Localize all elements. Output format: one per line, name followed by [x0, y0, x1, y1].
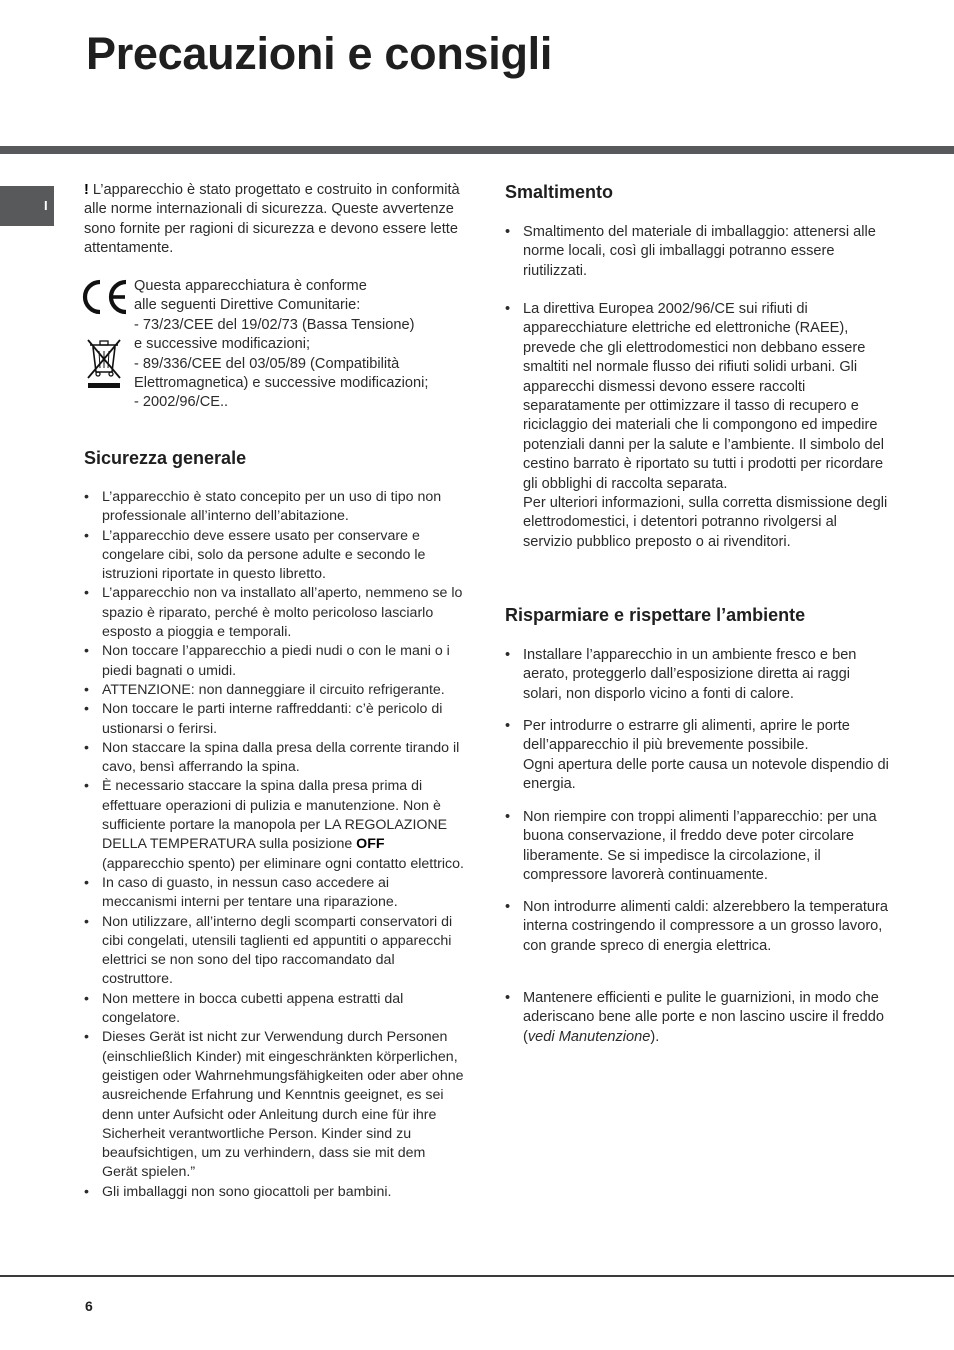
risparmiare-list-1	[505, 646, 890, 704]
directive-line: Elettromagnetica) e successive modificazioni;	[134, 375, 429, 392]
list-item	[505, 717, 890, 795]
list-item: • Non utilizzare, all’interno degli scomparti conservatori di cibi congelati, utensili taglienti ed appuntiti o apparecchi elettrici se non sono del tipo raccomandato dal costruttore.	[84, 913, 464, 990]
gaskets-text: Mantenere efficienti e pulite le guarnizioni, in modo che aderiscano bene alle porte e non lascino uscire il freddo (	[523, 990, 885, 1045]
intro-warning	[84, 181, 464, 259]
list-item: • Installare l’apparecchio in un ambiente fresco e ben aerato, proteggerlo dall’esposizione diretta ai raggi solari, non disporlo vicino a fonti di calore.	[505, 646, 890, 704]
section-heading-sicurezza: Sicurezza generale	[84, 448, 247, 468]
risparmiare-list-4	[505, 898, 890, 956]
footer-rule	[0, 1275, 954, 1277]
list-item: • Dieses Gerät ist nicht zur Verwendung durch Personen (einschließlich Kinder) mit eingeschränkten körperlichen, geistigen oder Wahrnehmungsfähigkeiten oder aber ohne ausreichende Erfahrung und Kenntnis geeignet, es sei denn unter Aufsicht oder Anleitung durch eine für ihre Sicherheit verantwortliche Person. Kinder sind zu beaufsichtigen, um zu verhindern, dass sie mit dem Gerät spielen.”	[84, 1028, 464, 1182]
language-tab: I	[0, 186, 54, 226]
smaltimento-list	[505, 223, 890, 281]
directive-line: alle seguenti Direttive Comunitarie:	[134, 297, 361, 314]
list-item: • Gli imballaggi non sono giocattoli per bambini.	[84, 1183, 464, 1202]
directives-text	[134, 277, 474, 413]
list-item: • Non toccare le parti interne raffreddanti: c’è pericolo di ustionarsi o ferirsi.	[84, 700, 464, 739]
list-item: • Non toccare l’apparecchio a piedi nudi o con le mani o i piedi bagnati o umidi.	[84, 642, 464, 681]
list-item: • Non riempire con troppi alimenti l’apparecchio: per una buona conservazione, il freddo deve poter circolare liberamente. Se si impedisce la circolazione, il compressore lavorerà continuamente.	[505, 808, 890, 886]
header-rule	[0, 146, 954, 154]
off-label: OFF	[356, 836, 385, 853]
list-item: • Smaltimento del materiale di imballaggio: attenersi alle norme locali, così gli imballaggi potranno essere riutilizzati.	[505, 223, 890, 281]
section-heading-risparmiare: Risparmiare e rispettare l’ambiente	[505, 605, 806, 625]
sicurezza-list	[84, 488, 464, 1202]
maintenance-reference: vedi Manutenzione	[527, 1028, 651, 1045]
directive-line: e successive modificazioni;	[134, 336, 311, 353]
list-item	[505, 300, 890, 552]
list-item	[505, 989, 890, 1047]
raee-info-paragraph: Per ulteriori informazioni, sulla corretta dismissione degli elettrodomestici, i detentori potranno rivolgersi al servizio pubblico preposto o ai rivenditori.	[523, 495, 888, 550]
intro-text: L’apparecchio è stato progettato e costruito in conformità alle norme internazionali di sicurezza. Queste avvertenze sono fornite per ragioni di sicurezza e devono essere lette attentamente.	[84, 182, 460, 257]
directive-line: - 89/336/CEE del 03/05/89 (Compatibilità	[134, 355, 400, 372]
list-item: • Non introdurre alimenti caldi: alzerebbero la temperatura interna costringendo il compressore a un grosso lavoro, con grande spreco di energia elettrica.	[505, 898, 890, 956]
raee-paragraph: • La direttiva Europea 2002/96/CE sui rifiuti di apparecchiature elettriche ed elettroniche (RAEE), prevede che gli elettrodomestici non debbano essere smaltiti nel normale flusso dei rifiuti solidi urbani. Gli apparecchi dismessi devono essere raccolti separatamente per ottimizzare il tasso di recupero e riciclaggio dei materiali che li compongono ed impedire potenziali danni per la salute e l’ambiente. Il simbolo del cestino barrato è riportato su tutti i prodotti per ricordare gli obblighi di raccolta separata.	[523, 301, 885, 492]
plug-item-text: È necessario staccare la spina dalla presa prima di effettuare operazioni di pulizia e manutenzione. Non è sufficiente portare la manopola per LA REGOLAZIONE DELLA TEMPERATURA sulla posizione	[102, 778, 448, 853]
list-item: • ATTENZIONE: non danneggiare il circuito refrigerante.	[84, 681, 464, 700]
list-item: • L’apparecchio deve essere usato per conservare e congelare cibi, solo da persone adulte e secondo le istruzioni riportate in questo libretto.	[84, 527, 464, 585]
list-item: • L’apparecchio è stato concepito per un uso di tipo non professionale all’interno dell’abitazione.	[84, 488, 464, 527]
risparmiare-list-3	[505, 808, 890, 886]
risparmiare-list-5	[505, 989, 890, 1047]
smaltimento-list-raee	[505, 300, 890, 552]
list-item: • Non mettere in bocca cubetti appena estratti dal congelatore.	[84, 990, 464, 1029]
page-title: Precauzioni e consigli	[86, 28, 553, 79]
doors-paragraph: • Per introdurre o estrarre gli alimenti, aprire le porte dell’apparecchio il più brevemente possibile.	[523, 718, 850, 754]
section-heading-smaltimento: Smaltimento	[505, 182, 614, 202]
crossed-bin-icon	[84, 336, 124, 392]
list-item: • L’apparecchio non va installato all’aperto, nemmeno se lo spazio è riparato, perché è molto pericoloso lasciarlo esposto a pioggia e temporali.	[84, 584, 464, 642]
doors-energy-paragraph: Ogni apertura delle porte causa un notevole dispendio di energia.	[523, 756, 889, 793]
directive-line: - 73/23/CEE del 19/02/73 (Bassa Tensione)	[134, 316, 415, 333]
page-number: 6	[85, 1298, 93, 1314]
list-item: • Non staccare la spina dalla presa della corrente tirando il cavo, bensì afferrando la spina.	[84, 739, 464, 778]
risparmiare-list-2	[505, 717, 890, 795]
list-item: • In caso di guasto, in nessun caso accedere ai meccanismi interni per tentare una riparazione.	[84, 874, 464, 913]
directive-line: Questa apparecchiatura è conforme	[134, 278, 367, 294]
ce-mark-icon	[80, 279, 130, 315]
plug-item-text-end: (apparecchio spento) per eliminare ogni contatto elettrico.	[102, 855, 464, 872]
directive-line: - 2002/96/CE..	[134, 394, 229, 411]
warning-exclamation: !	[84, 182, 89, 198]
gaskets-text-end: ).	[650, 1028, 660, 1045]
list-item	[84, 777, 464, 873]
